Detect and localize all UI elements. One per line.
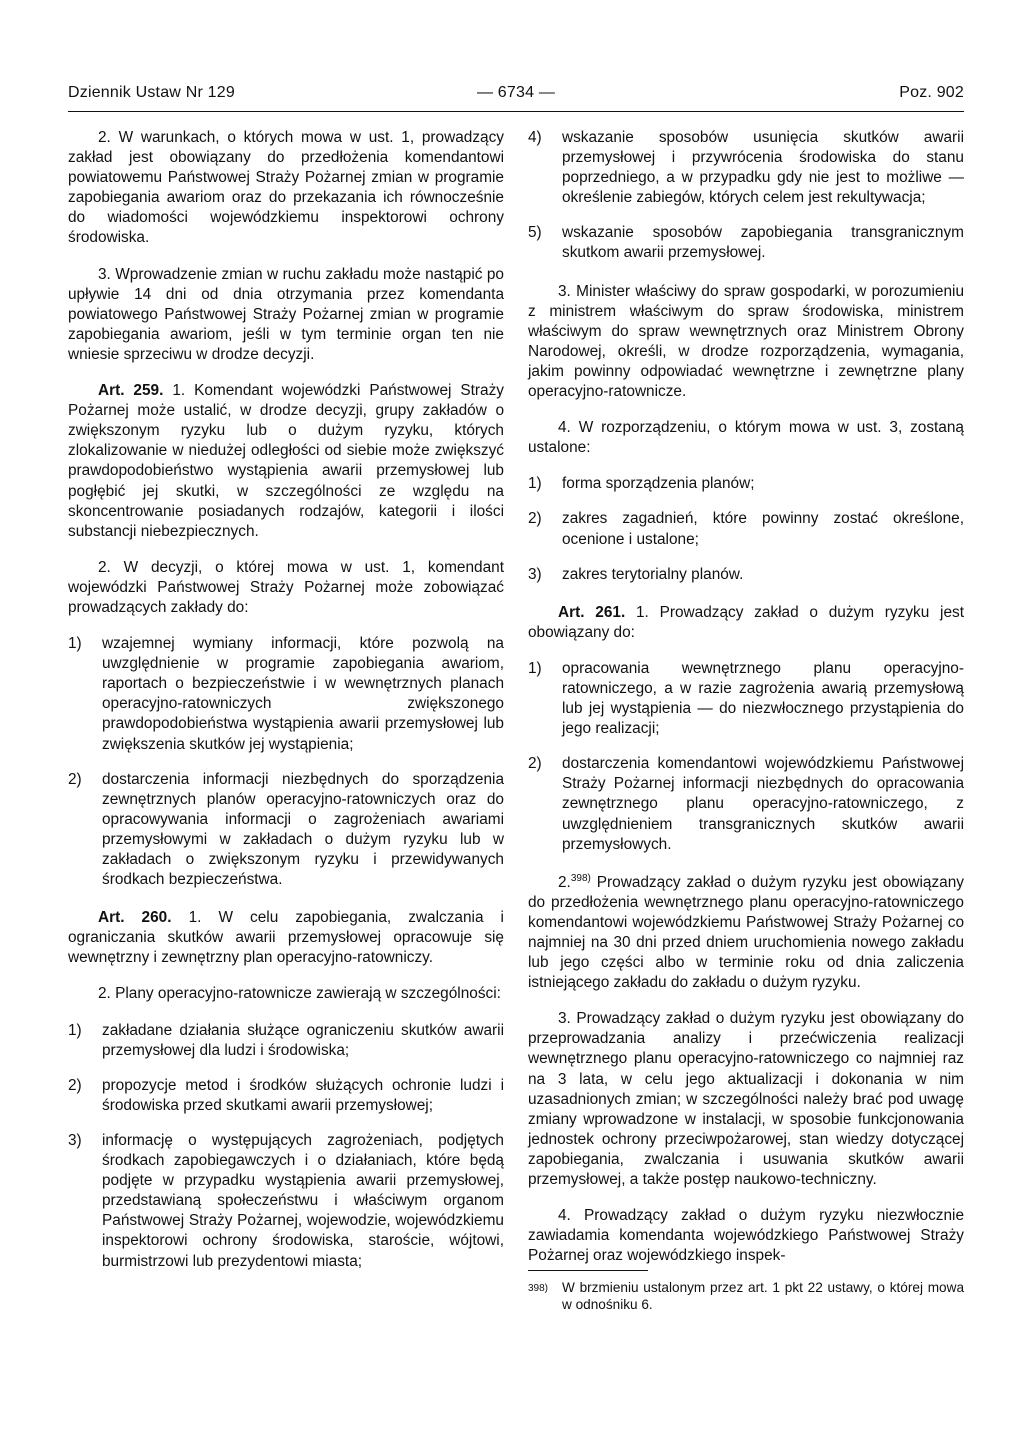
position-number: Poz. 902 xyxy=(899,84,964,101)
footnote xyxy=(528,1279,964,1313)
item-number: 2) xyxy=(68,1076,82,1094)
list-item xyxy=(68,1021,504,1061)
article-259-para-2: 2. W decyzji, o której mowa w ust. 1, komendant wojewódzki Państwowej Straży Pożarnej może zobowiązać prowadzących zakłady do: xyxy=(68,558,504,616)
article-label: Art. 260. xyxy=(98,909,172,927)
list-item xyxy=(68,634,504,755)
list-item xyxy=(528,128,964,208)
list-item xyxy=(68,1076,504,1116)
journal-title: Dziennik Ustaw Nr 129 xyxy=(68,84,235,101)
item-text: zakres zagadnień, które powinny zostać określone, ocenione i ustalone; xyxy=(562,510,964,548)
list-item xyxy=(528,509,964,549)
list-item xyxy=(528,659,964,739)
item-text: zakładane działania służące ograniczeniu skutków awarii przemysłowej dla ludzi i środowiska; xyxy=(102,1021,504,1059)
footnote-number: 398) xyxy=(528,1283,549,1295)
article-260-para-4: 4. W rozporządzeniu, o którym mowa w ust. 3, zostaną ustalone: xyxy=(528,419,964,457)
footnote-reference[interactable]: 398) xyxy=(570,872,591,884)
item-number: 3) xyxy=(528,565,542,583)
left-column xyxy=(68,128,504,1287)
item-number: 2) xyxy=(68,770,82,788)
item-text: wzajemnej wymiany informacji, które pozwolą na uwzględnienie w programie zapobiegania awariom, raportach o bezpieczeństwie i w wewnętrznych planach operacyjno-ratowniczych zwiększonego prawdopodobieństwa wystąpienia awarii przemysłowej lub zwiększenia skutków jej wystąpienia; xyxy=(102,635,504,753)
list-item xyxy=(528,474,964,494)
item-number: 1) xyxy=(68,635,82,653)
paragraph-text: 1. Prowadzący zakład o dużym ryzyku jest obowiązany do: xyxy=(528,603,964,641)
item-text: propozycje metod i środków służących ochronie ludzi i środowiska przed skutkami awarii przemysłowej; xyxy=(102,1076,504,1114)
footnote-text: W brzmieniu ustalonym przez art. 1 pkt 22 ustawy, o której mowa w odnośniku 6. xyxy=(562,1280,964,1313)
list-item xyxy=(68,770,504,891)
article-label: Art. 259. xyxy=(98,382,164,400)
item-text: dostarczenia informacji niezbędnych do sporządzenia zewnętrznych planów operacyjno-ratowniczych oraz do opracowywania informacji o zagrożeniach awariami przemysłowymi w zakładach o dużym ryzyku lub w zakładach o zwiększonym ryzyku i przewidywanych środkach bezpieczeństwa. xyxy=(102,770,504,889)
item-number: 1) xyxy=(528,659,542,677)
list-item xyxy=(528,565,964,585)
item-text: zakres terytorialny planów. xyxy=(562,565,744,583)
paragraph-number: 2. xyxy=(558,873,571,891)
header-rule xyxy=(68,111,964,112)
list-item xyxy=(528,223,964,263)
item-text: wskazanie sposobów usunięcia skutków awarii przemysłowej i przywrócenia środowiska do stanu poprzedniego, a w przypadku gdy nie jest to możliwe — określenie zabiegów, których celem jest rekultywacja; xyxy=(562,129,964,207)
list-item xyxy=(68,1131,504,1272)
item-number: 2) xyxy=(528,510,542,528)
paragraph-text: 1. Komendant wojewódzki Państwowej Straży Pożarnej może ustalić, w drodze decyzji, grupy zakładów o zwiększonym ryzyku lub o dużym ryzyku, których zlokalizowanie w niedużej odległości od siebie może zwiększyć prawdopodobieństwo wystąpienia awarii przemysłowej lub pogłębić jej skutki, w szczególności ze względu na skoncentrowanie posiadanych rodzajów, kategorii i ilości substancji niebezpiecznych. xyxy=(68,382,504,540)
page-header xyxy=(68,84,964,108)
article-260-para-2: 2. Plany operacyjno-ratownicze zawierają w szczególności: xyxy=(98,985,501,1003)
item-text: informację o występujących zagrożeniach, podjętych środkach zapobiegawczych i o działaniach, które będą podjęte w przypadku wystąpienia awarii przemysłowej, przedstawianą społeczeństwu i właściwym organom Państwowej Straży Pożarnej, wojewodzie, wojewódzkiemu inspektorowi ochrony środowiska, staroście, wójtowi, burmistrzowi lub prezydentowi miasta; xyxy=(102,1131,504,1270)
item-number: 2) xyxy=(528,755,542,773)
item-text: wskazanie sposobów zapobiegania transgranicznym skutkom awarii przemysłowej. xyxy=(562,224,964,262)
article-261-para-2 xyxy=(528,873,964,994)
item-number: 3) xyxy=(68,1131,82,1149)
article-261-para-4: 4. Prowadzący zakład o dużym ryzyku niezwłocznie zawiadamia komendanta wojewódzkiego Państwowej Straży Pożarnej oraz wojewódzkiego inspek- xyxy=(528,1207,964,1265)
article-label: Art. 261. xyxy=(558,603,626,621)
item-text: dostarczenia komendantowi wojewódzkiemu Państwowej Straży Pożarnej informacji niezbędnych do opracowania zewnętrznego planu operacyjno-ratowniczego, z uwzględnieniem transgranicznych skutków awarii przemysłowych. xyxy=(562,755,964,853)
item-text: opracowania wewnętrznego planu operacyjno-ratowniczego, a w razie zagrożenia awarią przemysłową lub jej wystąpienia — do niezwłocznego przystąpienia do jego realizacji; xyxy=(562,659,964,738)
item-number: 5) xyxy=(528,224,542,242)
article-260-para-3: 3. Minister właściwy do spraw gospodarki, w porozumieniu z ministrem właściwym do spraw środowiska, ministrem właściwym do spraw wewnętrznych oraz Ministrem Obrony Narodowej, określi, w drodze rozporządzenia, wymagania, jakim powinny odpowiadać wewnętrzne i zewnętrzne plany operacyjno-ratownicze. xyxy=(528,282,964,401)
item-text: forma sporządzenia planów; xyxy=(562,475,755,493)
article-260-para-1 xyxy=(68,908,504,968)
article-261-para-1 xyxy=(528,603,964,643)
paragraph-text: Prowadzący zakład o dużym ryzyku jest obowiązany do przedłożenia wewnętrznego planu operacyjno-ratowniczego komendantowi wojewódzkiemu Państwowej Straży Pożarnej co najmniej na 30 dni przed dniem uruchomienia nowego zakładu lub jego części albo w terminie roku od dnia zaliczenia istniejącego zakładu do zakładu o dużym ryzyku. xyxy=(528,873,964,992)
paragraph: 2. W warunkach, o których mowa w ust. 1, prowadzący zakład jest obowiązany do przedłożenia komendantowi powiatowemu Państwowej Straży Pożarnej zmian w programie zapobiegania awariom oraz do przekazania ich równocześnie do wiadomości wojewódzkiemu inspektorowi ochrony środowiska. xyxy=(68,129,504,247)
item-number: 1) xyxy=(68,1021,82,1039)
footnote-divider xyxy=(528,1270,648,1271)
list-item xyxy=(528,754,964,854)
item-number: 1) xyxy=(528,475,542,493)
paragraph-text: 1. W celu zapobiegania, zwalczania i ograniczania skutków awarii przemysłowej opracowuje się wewnętrzny i zewnętrzny plan operacyjno-ratowniczy. xyxy=(68,909,504,967)
page-number: — 6734 — xyxy=(476,84,556,101)
right-column xyxy=(528,128,964,1313)
paragraph: 3. Wprowadzenie zmian w ruchu zakładu może nastąpić po upływie 14 dni od dnia otrzymania przez komendanta powiatowego Państwowej Straży Pożarnej zmian w programie zapobiegania awariom, jeśli w tym terminie organ ten nie wniesie sprzeciwu w drodze decyzji. xyxy=(68,265,504,363)
article-259-para-1 xyxy=(68,381,504,542)
article-261-para-3: 3. Prowadzący zakład o dużym ryzyku jest obowiązany do przeprowadzania analizy i przećwiczenia realizacji wewnętrznego planu operacyjno-ratowniczego co najmniej raz na 3 lata, w celu jego aktualizacji i dokonania w nim uzasadnionych zmian; w szczególności należy brać pod uwagę zmiany wprowadzone w instalacji, w sposobie funkcjonowania jednostek ochrony przeciwpożarowej, stan wiedzy dotyczącej zapobiegania, zwalczania i usuwania skutków awarii przemysłowej, a także postęp naukowo-techniczny. xyxy=(528,1010,964,1189)
item-number: 4) xyxy=(528,129,542,146)
